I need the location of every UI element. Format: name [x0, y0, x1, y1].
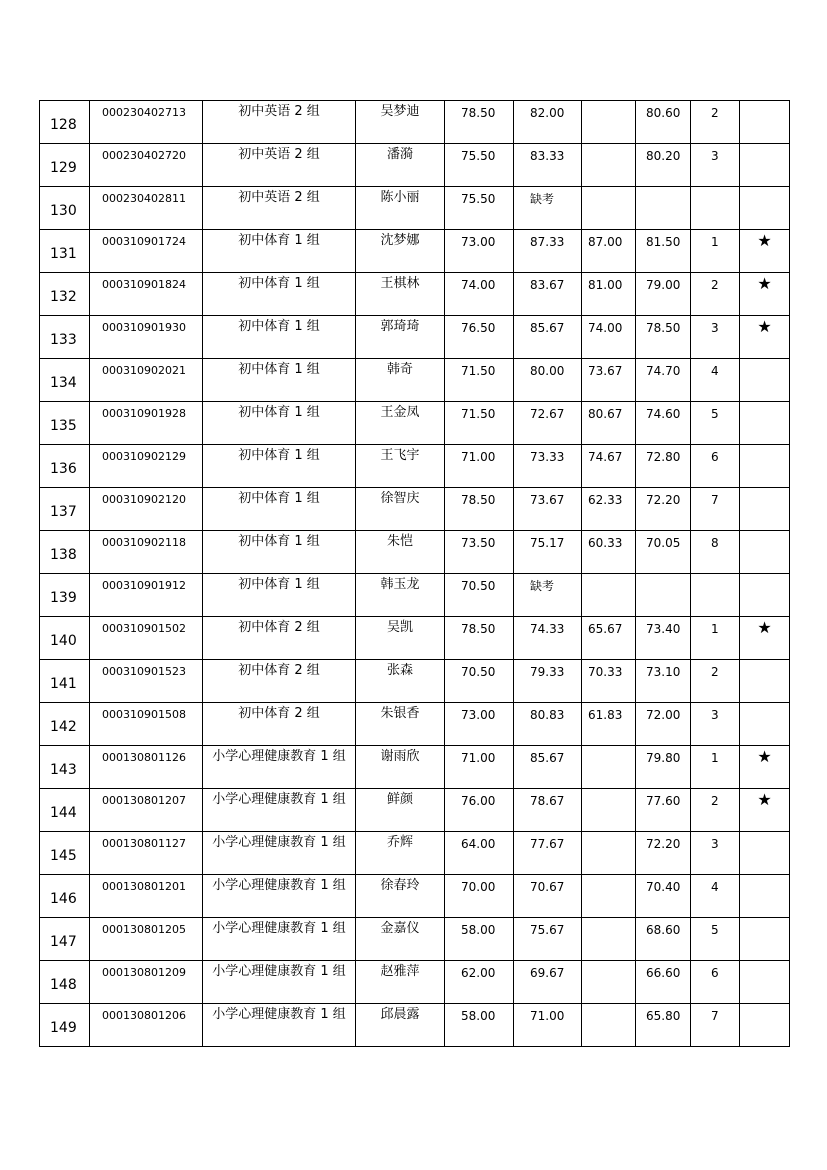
score-3: 80.67	[582, 402, 636, 445]
total-score: 73.40	[636, 617, 691, 660]
selected-star-icon	[740, 875, 790, 918]
exam-group: 小学心理健康教育 1 组	[203, 746, 356, 789]
table-row	[40, 101, 790, 144]
table-row	[40, 789, 790, 832]
table-row	[40, 961, 790, 1004]
candidate-id: 000230402713	[90, 101, 203, 144]
row-number: 147	[40, 918, 90, 961]
score-2: 72.67	[514, 402, 582, 445]
exam-group: 初中体育 2 组	[203, 617, 356, 660]
exam-group: 初中体育 2 组	[203, 660, 356, 703]
selected-star-icon	[740, 144, 790, 187]
rank: 1	[691, 617, 740, 660]
rank	[691, 187, 740, 230]
score-1: 76.50	[445, 316, 514, 359]
score-2: 77.67	[514, 832, 582, 875]
rank: 2	[691, 273, 740, 316]
candidate-id: 000130801126	[90, 746, 203, 789]
candidate-name: 潘漪	[356, 144, 445, 187]
candidate-name: 谢雨欣	[356, 746, 445, 789]
selected-star-icon: ★	[740, 789, 790, 832]
score-1: 64.00	[445, 832, 514, 875]
total-score: 72.00	[636, 703, 691, 746]
rank: 5	[691, 918, 740, 961]
rank: 3	[691, 703, 740, 746]
candidate-name: 陈小丽	[356, 187, 445, 230]
total-score: 74.60	[636, 402, 691, 445]
row-number: 130	[40, 187, 90, 230]
row-number: 138	[40, 531, 90, 574]
row-number: 149	[40, 1004, 90, 1047]
row-number: 137	[40, 488, 90, 531]
score-2: 80.00	[514, 359, 582, 402]
selected-star-icon	[740, 703, 790, 746]
table-body	[40, 101, 790, 1047]
row-number: 128	[40, 101, 90, 144]
candidate-name: 邱晨露	[356, 1004, 445, 1047]
candidate-name: 朱恺	[356, 531, 445, 574]
score-1: 58.00	[445, 918, 514, 961]
rank: 6	[691, 961, 740, 1004]
candidate-name: 吴梦迪	[356, 101, 445, 144]
selected-star-icon	[740, 488, 790, 531]
total-score: 72.20	[636, 832, 691, 875]
score-3: 74.00	[582, 316, 636, 359]
table-row	[40, 402, 790, 445]
candidate-name: 韩奇	[356, 359, 445, 402]
row-number: 142	[40, 703, 90, 746]
rank: 3	[691, 144, 740, 187]
rank: 7	[691, 1004, 740, 1047]
total-score: 72.20	[636, 488, 691, 531]
score-1: 58.00	[445, 1004, 514, 1047]
rank: 3	[691, 832, 740, 875]
total-score	[636, 187, 691, 230]
table-row	[40, 144, 790, 187]
total-score: 81.50	[636, 230, 691, 273]
candidate-name: 金嘉仪	[356, 918, 445, 961]
total-score: 78.50	[636, 316, 691, 359]
score-3	[582, 832, 636, 875]
rank: 8	[691, 531, 740, 574]
table-row	[40, 617, 790, 660]
score-2: 82.00	[514, 101, 582, 144]
candidate-name: 沈梦娜	[356, 230, 445, 273]
score-1: 71.50	[445, 402, 514, 445]
table-row	[40, 273, 790, 316]
selected-star-icon: ★	[740, 273, 790, 316]
selected-star-icon	[740, 832, 790, 875]
rank: 5	[691, 402, 740, 445]
exam-group: 小学心理健康教育 1 组	[203, 1004, 356, 1047]
row-number: 148	[40, 961, 90, 1004]
exam-group: 初中体育 1 组	[203, 316, 356, 359]
score-2: 78.67	[514, 789, 582, 832]
candidate-name: 郭琦琦	[356, 316, 445, 359]
exam-group: 初中英语 2 组	[203, 101, 356, 144]
score-3	[582, 144, 636, 187]
exam-group: 小学心理健康教育 1 组	[203, 875, 356, 918]
total-score: 80.20	[636, 144, 691, 187]
score-3: 87.00	[582, 230, 636, 273]
rank: 4	[691, 875, 740, 918]
total-score: 70.05	[636, 531, 691, 574]
score-1: 73.00	[445, 703, 514, 746]
rank: 2	[691, 101, 740, 144]
candidate-id: 000230402720	[90, 144, 203, 187]
total-score: 80.60	[636, 101, 691, 144]
score-2: 79.33	[514, 660, 582, 703]
candidate-name: 王金凤	[356, 402, 445, 445]
score-3	[582, 1004, 636, 1047]
selected-star-icon	[740, 961, 790, 1004]
score-2: 87.33	[514, 230, 582, 273]
candidate-id: 000310901824	[90, 273, 203, 316]
rank: 7	[691, 488, 740, 531]
score-1: 75.50	[445, 144, 514, 187]
total-score: 66.60	[636, 961, 691, 1004]
selected-star-icon: ★	[740, 746, 790, 789]
table-row	[40, 445, 790, 488]
score-1: 78.50	[445, 101, 514, 144]
exam-group: 初中英语 2 组	[203, 144, 356, 187]
candidate-id: 000130801209	[90, 961, 203, 1004]
candidate-id: 000310901523	[90, 660, 203, 703]
candidate-id: 000310901724	[90, 230, 203, 273]
candidate-name: 乔辉	[356, 832, 445, 875]
table-row	[40, 574, 790, 617]
table-row	[40, 1004, 790, 1047]
row-number: 143	[40, 746, 90, 789]
score-3: 73.67	[582, 359, 636, 402]
score-1: 78.50	[445, 617, 514, 660]
exam-group: 小学心理健康教育 1 组	[203, 789, 356, 832]
selected-star-icon	[740, 1004, 790, 1047]
selected-star-icon	[740, 660, 790, 703]
exam-group: 小学心理健康教育 1 组	[203, 918, 356, 961]
rank: 2	[691, 789, 740, 832]
row-number: 134	[40, 359, 90, 402]
score-3: 70.33	[582, 660, 636, 703]
table-row	[40, 316, 790, 359]
score-3	[582, 918, 636, 961]
candidate-id: 000310901912	[90, 574, 203, 617]
selected-star-icon	[740, 187, 790, 230]
exam-group: 初中体育 1 组	[203, 230, 356, 273]
table-row	[40, 488, 790, 531]
selected-star-icon	[740, 574, 790, 617]
table-row	[40, 832, 790, 875]
candidate-name: 张森	[356, 660, 445, 703]
exam-group: 初中体育 1 组	[203, 531, 356, 574]
row-number: 140	[40, 617, 90, 660]
exam-group: 小学心理健康教育 1 组	[203, 961, 356, 1004]
score-1: 70.00	[445, 875, 514, 918]
candidate-id: 000130801201	[90, 875, 203, 918]
candidate-name: 朱银香	[356, 703, 445, 746]
score-2: 73.33	[514, 445, 582, 488]
score-1: 70.50	[445, 660, 514, 703]
row-number: 133	[40, 316, 90, 359]
candidate-name: 徐智庆	[356, 488, 445, 531]
score-1: 70.50	[445, 574, 514, 617]
row-number: 135	[40, 402, 90, 445]
selected-star-icon	[740, 101, 790, 144]
score-1: 73.50	[445, 531, 514, 574]
exam-group: 初中体育 1 组	[203, 273, 356, 316]
candidate-name: 王飞宇	[356, 445, 445, 488]
candidate-name: 赵雅萍	[356, 961, 445, 1004]
score-3	[582, 789, 636, 832]
exam-group: 初中体育 1 组	[203, 402, 356, 445]
score-2: 83.33	[514, 144, 582, 187]
total-score: 79.80	[636, 746, 691, 789]
candidate-id: 000310902129	[90, 445, 203, 488]
candidate-name: 徐春玲	[356, 875, 445, 918]
candidate-id: 000310902118	[90, 531, 203, 574]
rank	[691, 574, 740, 617]
row-number: 145	[40, 832, 90, 875]
rank: 1	[691, 746, 740, 789]
score-2: 69.67	[514, 961, 582, 1004]
rank: 1	[691, 230, 740, 273]
score-3	[582, 574, 636, 617]
score-1: 73.00	[445, 230, 514, 273]
table-row	[40, 875, 790, 918]
candidate-name: 韩玉龙	[356, 574, 445, 617]
score-3: 61.83	[582, 703, 636, 746]
row-number: 139	[40, 574, 90, 617]
candidate-id: 000310901930	[90, 316, 203, 359]
score-2: 74.33	[514, 617, 582, 660]
score-1: 74.00	[445, 273, 514, 316]
score-2: 71.00	[514, 1004, 582, 1047]
score-3: 74.67	[582, 445, 636, 488]
score-1: 62.00	[445, 961, 514, 1004]
score-3	[582, 961, 636, 1004]
candidate-name: 鲜颜	[356, 789, 445, 832]
exam-group: 初中体育 2 组	[203, 703, 356, 746]
row-number: 131	[40, 230, 90, 273]
total-score: 79.00	[636, 273, 691, 316]
table-row	[40, 746, 790, 789]
total-score: 65.80	[636, 1004, 691, 1047]
selected-star-icon: ★	[740, 617, 790, 660]
exam-group: 初中体育 1 组	[203, 359, 356, 402]
rank: 6	[691, 445, 740, 488]
candidate-name: 吴凯	[356, 617, 445, 660]
selected-star-icon	[740, 445, 790, 488]
candidate-name: 王棋林	[356, 273, 445, 316]
score-2: 75.17	[514, 531, 582, 574]
total-score: 68.60	[636, 918, 691, 961]
row-number: 136	[40, 445, 90, 488]
candidate-id: 000130801205	[90, 918, 203, 961]
score-2: 75.67	[514, 918, 582, 961]
row-number: 146	[40, 875, 90, 918]
candidate-id: 000130801207	[90, 789, 203, 832]
score-3: 60.33	[582, 531, 636, 574]
score-3	[582, 746, 636, 789]
results-table	[39, 100, 790, 1047]
total-score: 72.80	[636, 445, 691, 488]
score-2: 83.67	[514, 273, 582, 316]
score-2: 85.67	[514, 746, 582, 789]
row-number: 129	[40, 144, 90, 187]
row-number: 141	[40, 660, 90, 703]
selected-star-icon: ★	[740, 316, 790, 359]
score-3: 65.67	[582, 617, 636, 660]
exam-group: 初中英语 2 组	[203, 187, 356, 230]
score-1: 71.50	[445, 359, 514, 402]
score-3	[582, 875, 636, 918]
score-1: 75.50	[445, 187, 514, 230]
total-score: 73.10	[636, 660, 691, 703]
rank: 4	[691, 359, 740, 402]
exam-group: 小学心理健康教育 1 组	[203, 832, 356, 875]
candidate-id: 000130801206	[90, 1004, 203, 1047]
row-number: 132	[40, 273, 90, 316]
table-row	[40, 187, 790, 230]
total-score: 77.60	[636, 789, 691, 832]
selected-star-icon	[740, 359, 790, 402]
candidate-id: 000310902021	[90, 359, 203, 402]
score-1: 78.50	[445, 488, 514, 531]
selected-star-icon	[740, 531, 790, 574]
candidate-id: 000310901928	[90, 402, 203, 445]
candidate-id: 000130801127	[90, 832, 203, 875]
score-1: 76.00	[445, 789, 514, 832]
score-2: 73.67	[514, 488, 582, 531]
score-2: 70.67	[514, 875, 582, 918]
table-row	[40, 531, 790, 574]
score-1: 71.00	[445, 746, 514, 789]
table-row	[40, 230, 790, 273]
exam-group: 初中体育 1 组	[203, 574, 356, 617]
row-number: 144	[40, 789, 90, 832]
total-score: 74.70	[636, 359, 691, 402]
table-row	[40, 359, 790, 402]
candidate-id: 000310901508	[90, 703, 203, 746]
table-row	[40, 703, 790, 746]
candidate-id: 000310901502	[90, 617, 203, 660]
score-2: 85.67	[514, 316, 582, 359]
total-score: 70.40	[636, 875, 691, 918]
rank: 3	[691, 316, 740, 359]
score-3	[582, 187, 636, 230]
score-3: 62.33	[582, 488, 636, 531]
score-2: 缺考	[514, 187, 582, 230]
score-3	[582, 101, 636, 144]
score-3: 81.00	[582, 273, 636, 316]
score-1: 71.00	[445, 445, 514, 488]
exam-group: 初中体育 1 组	[203, 445, 356, 488]
total-score	[636, 574, 691, 617]
table-row	[40, 660, 790, 703]
exam-group: 初中体育 1 组	[203, 488, 356, 531]
score-2: 80.83	[514, 703, 582, 746]
selected-star-icon	[740, 402, 790, 445]
candidate-id: 000310902120	[90, 488, 203, 531]
selected-star-icon: ★	[740, 230, 790, 273]
table-row	[40, 918, 790, 961]
score-2: 缺考	[514, 574, 582, 617]
rank: 2	[691, 660, 740, 703]
selected-star-icon	[740, 918, 790, 961]
candidate-id: 000230402811	[90, 187, 203, 230]
